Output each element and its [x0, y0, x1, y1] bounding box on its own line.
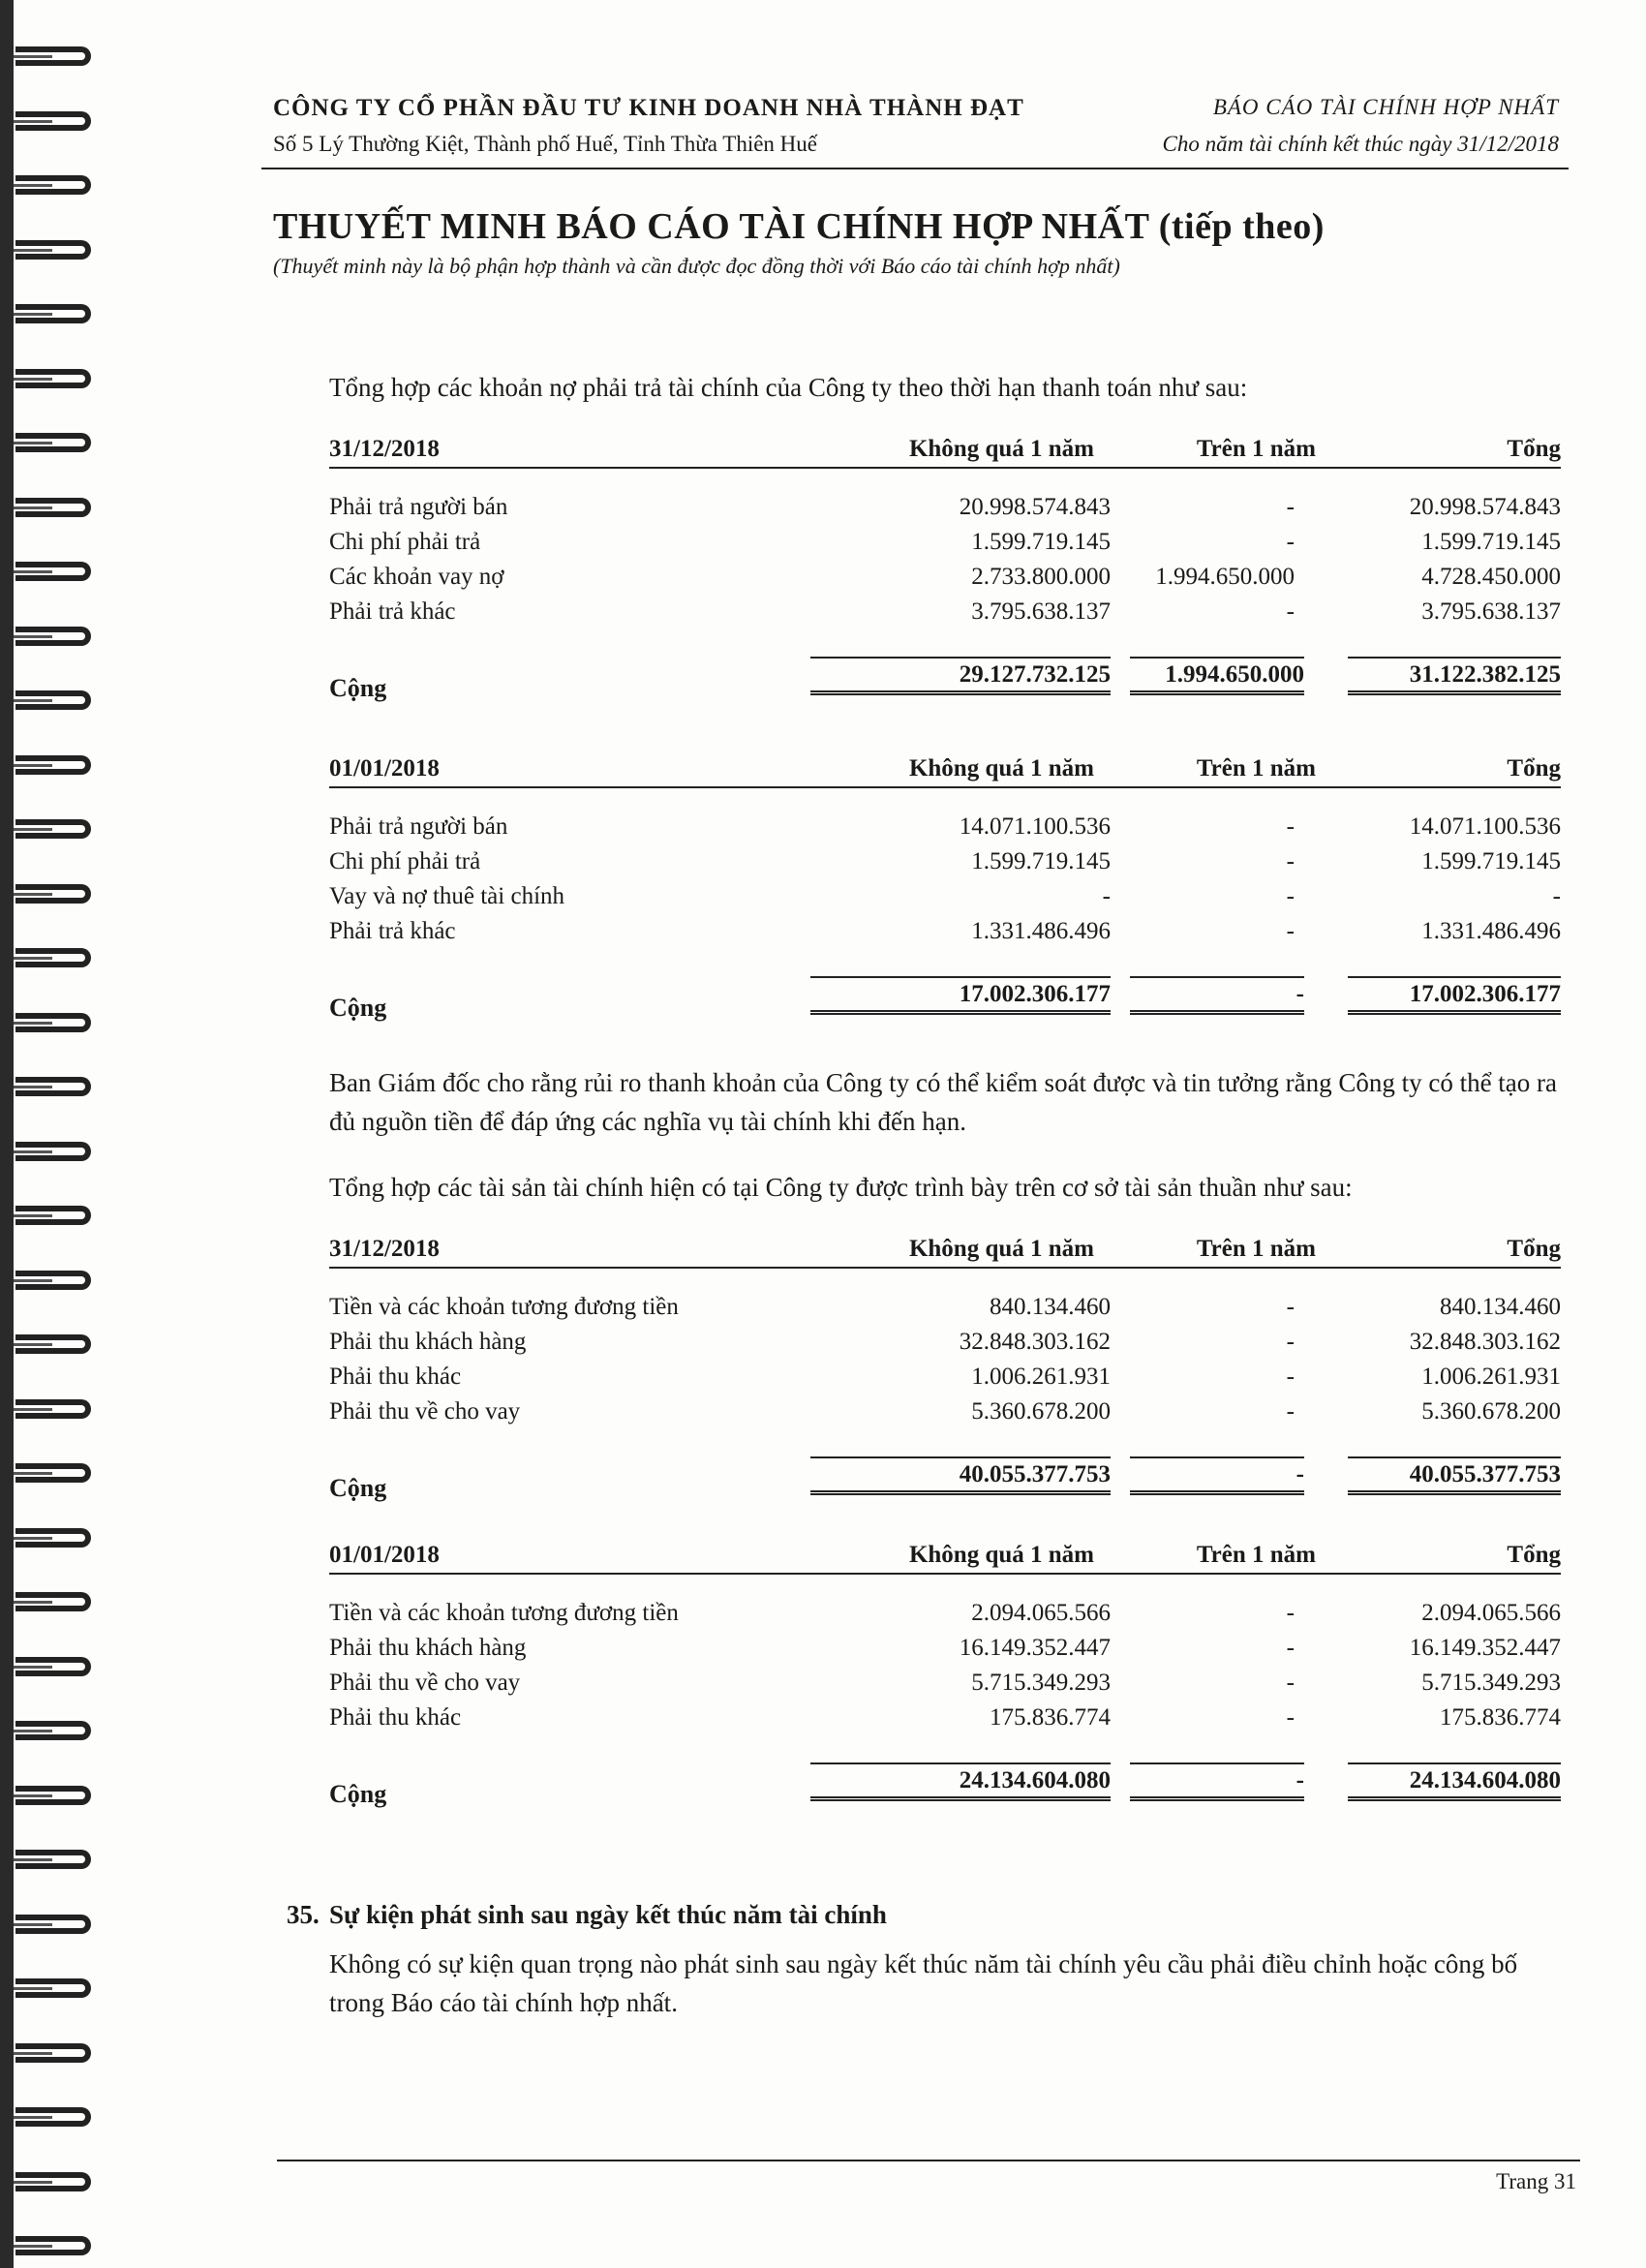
table-row [329, 1360, 1561, 1395]
intro-assets: Tổng hợp các tài sản tài chính hiện có tại Công ty được trình bày trên cơ sở tài sản thuần như sau: [329, 1173, 1353, 1202]
col-within-1-year: Không quá 1 năm [908, 755, 1094, 782]
row-c3: 4.728.450.000 [1421, 564, 1561, 590]
binding-ring [15, 2236, 91, 2255]
binding-ring [15, 1142, 91, 1161]
total-c1: 24.134.604.080 [810, 1762, 1111, 1801]
row-c1: 2.733.800.000 [971, 564, 1111, 590]
row-c2: - [1286, 1398, 1295, 1425]
row-label: Phải trả người bán [329, 494, 508, 520]
total-c2: - [1130, 1762, 1304, 1801]
binding-ring [15, 755, 91, 775]
liabilities-table-2017 [329, 751, 1561, 1034]
binding-ring [15, 1978, 91, 1998]
binding-ring [15, 433, 91, 452]
binding-ring [15, 562, 91, 581]
header-divider [261, 168, 1569, 169]
table-row [329, 560, 1561, 595]
table-row [329, 1290, 1561, 1325]
table-row [329, 1325, 1561, 1360]
binding-ring [15, 1721, 91, 1740]
row-c2: - [1286, 918, 1295, 944]
spiral-binding [0, 0, 107, 2268]
table-row [329, 1666, 1561, 1701]
binding-ring [15, 1463, 91, 1483]
table-row [329, 595, 1561, 629]
table-row [329, 1596, 1561, 1631]
binding-ring [15, 175, 91, 195]
binding-strip [0, 0, 14, 2268]
binding-ring [15, 111, 91, 131]
row-label: Phải thu khách hàng [329, 1635, 527, 1661]
row-c2: - [1286, 1704, 1295, 1731]
binding-ring [15, 304, 91, 323]
row-label: Phải thu khác [329, 1364, 462, 1390]
table-header [329, 1538, 1561, 1575]
binding-ring [15, 1271, 91, 1290]
binding-ring [15, 498, 91, 517]
row-c3: 1.331.486.496 [1421, 918, 1561, 944]
report-name: BÁO CÁO TÀI CHÍNH HỢP NHẤT [1212, 95, 1559, 119]
row-label: Phải thu khác [329, 1704, 462, 1731]
row-c3: 1.599.719.145 [1421, 529, 1561, 555]
table-date: 31/12/2018 [329, 1236, 440, 1262]
row-c1: 1.331.486.496 [971, 918, 1111, 944]
binding-ring [15, 819, 91, 839]
row-label: Phải trả khác [329, 598, 456, 625]
binding-ring [15, 369, 91, 388]
row-c2: - [1286, 529, 1295, 555]
table-row [329, 1701, 1561, 1735]
col-within-1-year: Không quá 1 năm [908, 1542, 1094, 1568]
company-address: Số 5 Lý Thường Kiệt, Thành phố Huế, Tỉnh Thừa Thiên Huế [273, 132, 817, 156]
table-header [329, 1232, 1561, 1269]
table-date: 01/01/2018 [329, 1542, 440, 1568]
binding-ring [15, 627, 91, 646]
row-c1: 5.715.349.293 [971, 1670, 1111, 1696]
row-c1: 14.071.100.536 [959, 813, 1111, 840]
row-c2: - [1286, 848, 1295, 874]
row-c1: 5.360.678.200 [971, 1398, 1111, 1425]
total-c3: 31.122.382.125 [1348, 657, 1561, 695]
row-c3: 840.134.460 [1440, 1294, 1561, 1320]
table-total-row [329, 976, 1561, 1034]
binding-ring [15, 1077, 91, 1096]
section-number: 35. [287, 1900, 320, 1929]
table-row [329, 1395, 1561, 1429]
row-c1: 175.836.774 [990, 1704, 1111, 1731]
liquidity-note: Ban Giám đốc cho rằng rủi ro thanh khoản của Công ty có thể kiểm soát được và tin tưởng rằng Công ty có thể tạo ra đủ nguồn tiền để đáp ứng các nghĩa vụ tài chính khi đến hạn. [329, 1068, 1558, 1136]
row-c3: 20.998.574.843 [1409, 494, 1561, 520]
row-c3: 1.006.261.931 [1421, 1364, 1561, 1390]
row-label: Phải thu khách hàng [329, 1329, 527, 1355]
row-label: Phải trả khác [329, 918, 456, 944]
table-date: 01/01/2018 [329, 755, 440, 782]
binding-ring [15, 1592, 91, 1611]
col-total: Tổng [1507, 755, 1561, 782]
table-header [329, 751, 1561, 788]
row-c1: 1.006.261.931 [971, 1364, 1111, 1390]
table-row [329, 490, 1561, 525]
row-c2: - [1286, 1600, 1295, 1626]
row-c3: - [1552, 883, 1561, 909]
row-c1: 840.134.460 [990, 1294, 1111, 1320]
row-c3: 175.836.774 [1440, 1704, 1561, 1731]
assets-table-2018 [329, 1232, 1561, 1515]
col-over-1-year: Trên 1 năm [1196, 1542, 1316, 1568]
row-label: Phải thu về cho vay [329, 1398, 521, 1425]
row-c2: - [1286, 1635, 1295, 1661]
row-c1: 20.998.574.843 [959, 494, 1111, 520]
section-35-body: Không có sự kiện quan trọng nào phát sinh sau ngày kết thúc năm tài chính yêu cầu phải điều chỉnh hoặc công bố trong Báo cáo tài chính hợp nhất. [329, 1949, 1518, 2017]
row-c1: 2.094.065.566 [971, 1600, 1111, 1626]
binding-ring [15, 1334, 91, 1354]
col-total: Tổng [1507, 1236, 1561, 1262]
binding-ring [15, 2172, 91, 2191]
page-number: Trang 31 [1496, 2169, 1576, 2193]
row-c2: - [1286, 1294, 1295, 1320]
row-label: Phải thu về cho vay [329, 1670, 521, 1696]
total-c1: 29.127.732.125 [810, 657, 1111, 695]
col-over-1-year: Trên 1 năm [1196, 755, 1316, 782]
binding-ring [15, 948, 91, 967]
total-label: Cộng [329, 1780, 387, 1808]
table-row [329, 879, 1561, 914]
row-c2: - [1286, 1670, 1295, 1696]
row-c2: 1.994.650.000 [1155, 564, 1295, 590]
col-over-1-year: Trên 1 năm [1196, 436, 1316, 462]
section-title: Sự kiện phát sinh sau ngày kết thúc năm tài chính [329, 1900, 887, 1929]
row-label: Chi phí phải trả [329, 529, 481, 555]
binding-ring [15, 1206, 91, 1225]
binding-ring [15, 1786, 91, 1805]
row-label: Các khoản vay nợ [329, 564, 504, 590]
table-row [329, 914, 1561, 949]
row-c1: 1.599.719.145 [971, 848, 1111, 874]
table-row [329, 844, 1561, 879]
binding-ring [15, 1915, 91, 1934]
row-c1: 1.599.719.145 [971, 529, 1111, 555]
page-title: THUYẾT MINH BÁO CÁO TÀI CHÍNH HỢP NHẤT (tiếp theo) [273, 206, 1325, 247]
row-c3: 2.094.065.566 [1421, 1600, 1561, 1626]
page-subtitle: (Thuyết minh này là bộ phận hợp thành và cần được đọc đồng thời với Báo cáo tài chính hợp nhất) [273, 254, 1120, 278]
binding-ring [15, 1013, 91, 1032]
binding-ring [15, 2107, 91, 2127]
total-c1: 40.055.377.753 [810, 1456, 1111, 1495]
table-row [329, 810, 1561, 844]
total-label: Cộng [329, 674, 387, 702]
total-c3: 24.134.604.080 [1348, 1762, 1561, 1801]
row-c3: 5.360.678.200 [1421, 1398, 1561, 1425]
total-c2: - [1130, 1456, 1304, 1495]
row-c1: 3.795.638.137 [971, 598, 1111, 625]
liabilities-table-2018 [329, 432, 1561, 715]
row-c3: 32.848.303.162 [1409, 1329, 1561, 1355]
total-label: Cộng [329, 994, 387, 1022]
row-c3: 5.715.349.293 [1421, 1670, 1561, 1696]
footer-divider [277, 2160, 1580, 2161]
row-c2: - [1286, 1364, 1295, 1390]
row-c2: - [1286, 494, 1295, 520]
row-label: Vay và nợ thuê tài chính [329, 883, 565, 909]
row-label: Tiền và các khoản tương đương tiền [329, 1294, 679, 1320]
row-c2: - [1286, 1329, 1295, 1355]
total-label: Cộng [329, 1474, 387, 1502]
binding-ring [15, 1399, 91, 1419]
table-row [329, 525, 1561, 560]
row-label: Chi phí phải trả [329, 848, 481, 874]
table-total-row [329, 1456, 1561, 1515]
table-total-row [329, 657, 1561, 715]
col-total: Tổng [1507, 1542, 1561, 1568]
row-label: Tiền và các khoản tương đương tiền [329, 1600, 679, 1626]
row-c1: 32.848.303.162 [959, 1329, 1111, 1355]
total-c2: 1.994.650.000 [1130, 657, 1304, 695]
row-c3: 1.599.719.145 [1421, 848, 1561, 874]
binding-ring [15, 2043, 91, 2063]
row-c3: 14.071.100.536 [1409, 813, 1561, 840]
row-c3: 3.795.638.137 [1421, 598, 1561, 625]
report-period: Cho năm tài chính kết thúc ngày 31/12/2018 [1162, 132, 1559, 156]
section-35-heading [287, 1900, 887, 1930]
company-name: CÔNG TY CỔ PHẦN ĐẦU TƯ KINH DOANH NHÀ THÀNH ĐẠT [273, 95, 1024, 121]
total-c2: - [1130, 976, 1304, 1015]
row-c1: 16.149.352.447 [959, 1635, 1111, 1661]
binding-ring [15, 46, 91, 66]
total-c3: 40.055.377.753 [1348, 1456, 1561, 1495]
binding-ring [15, 690, 91, 710]
binding-ring [15, 1657, 91, 1676]
col-within-1-year: Không quá 1 năm [908, 1236, 1094, 1262]
table-date: 31/12/2018 [329, 436, 440, 462]
table-total-row [329, 1762, 1561, 1821]
row-c2: - [1286, 883, 1295, 909]
row-c3: 16.149.352.447 [1409, 1635, 1561, 1661]
assets-table-2017 [329, 1538, 1561, 1821]
binding-ring [15, 240, 91, 260]
total-c1: 17.002.306.177 [810, 976, 1111, 1015]
col-total: Tổng [1507, 436, 1561, 462]
row-c2: - [1286, 813, 1295, 840]
col-within-1-year: Không quá 1 năm [908, 436, 1094, 462]
binding-ring [15, 884, 91, 904]
col-over-1-year: Trên 1 năm [1196, 1236, 1316, 1262]
table-header [329, 432, 1561, 469]
intro-liabilities: Tổng hợp các khoản nợ phải trả tài chính của Công ty theo thời hạn thanh toán như sau: [329, 373, 1248, 402]
row-label: Phải trả người bán [329, 813, 508, 840]
total-c3: 17.002.306.177 [1348, 976, 1561, 1015]
binding-ring [15, 1528, 91, 1548]
binding-ring [15, 1850, 91, 1869]
table-row [329, 1631, 1561, 1666]
row-c2: - [1286, 598, 1295, 625]
row-c1: - [1102, 883, 1111, 909]
